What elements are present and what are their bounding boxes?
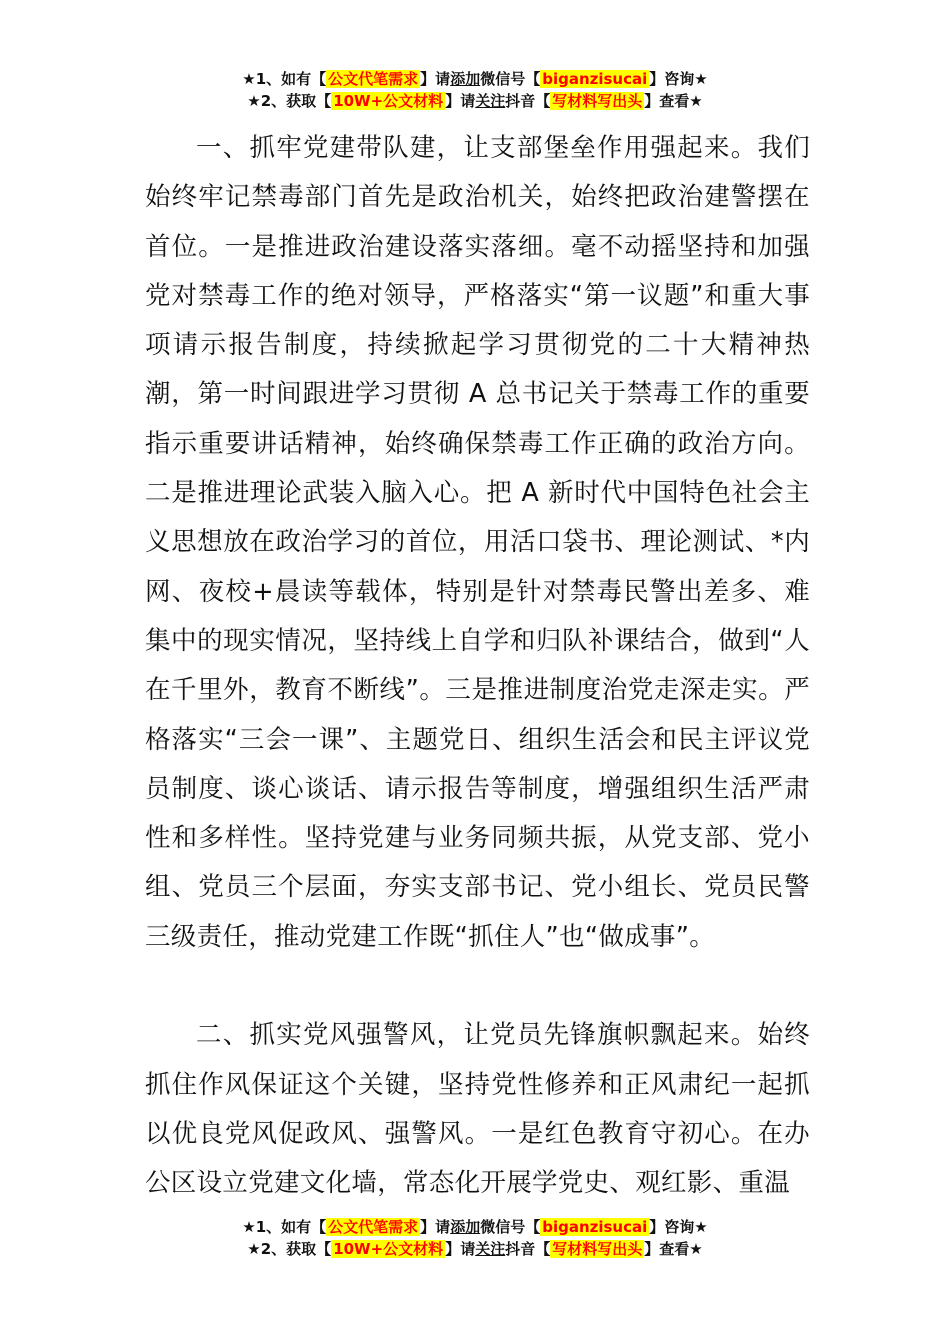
document-body [145,124,810,1209]
promo-text: 】请 [445,92,476,110]
promo-text: 抖音【 [505,1240,551,1258]
paragraph-section-2: 二、抓实党风强警风，让党员先锋旗帜飘起来。始终抓住作风保证这个关键，坚持党性修养和正风肃纪一起抓以优良党风促政风、强警风。一是红色教育守初心。在办公区设立党建文化墙，常态化开展学党史、观红影、重温 [145,1020,810,1199]
promo-highlight: 写材料写出头 [552,92,643,110]
promo-underlined: 关注 [475,92,506,110]
promo-text: ★2、获取【 [247,1240,332,1258]
promo-text: 】查看★ [644,92,703,110]
promo-text: 】查看★ [644,1240,703,1258]
promo-line-2 [0,1238,950,1260]
promo-text: 】请 [420,70,451,88]
promo-line-1 [0,68,950,90]
promo-line-1 [0,1216,950,1238]
promo-text: 】请 [420,1218,451,1236]
promo-text: 】咨询★ [649,70,708,88]
promo-underlined: 添加 [450,1218,481,1236]
promo-highlight: 10W+公文材料 [333,92,444,110]
promo-underlined: 添加 [450,70,481,88]
paragraph-section-1: 一、抓牢党建带队建，让支部堡垒作用强起来。我们始终牢记禁毒部门首先是政治机关，始终把政治建警摆在首位。一是推进政治建设落实落细。毫不动摇坚持和加强党对禁毒工作的绝对领导，严格落实“第一议题”和重大事项请示报告制度，持续掀起学习贯彻党的二十大精神热潮，第一时间跟进学习贯彻 A 总书记关于禁毒工作的重要指示重要讲话精神，始终确保禁毒工作正确的政治方向。二是推进理论武装入脑入心。把 A 新时代中国特色社会主义思想放在政治学习的首位，用活口袋书、理论测试、*内网、夜校+晨读等载体，特别是针对禁毒民警出差多、难集中的现实情况，坚持线上自学和归队补课结合，做到“人在千里外，教育不断线”。三是推进制度治党走深走实。严格落实“三会一课”、主题党日、组织生活会和民主评议党员制度、谈心谈话、请示报告等制度，增强组织生活严肃性和多样性。坚持党建与业务同频共振，从党支部、党小组、党员三个层面，夯实支部书记、党小组长、党员民警三级责任，推动党建工作既“抓住人”也“做成事”。 [145,133,810,952]
promo-text: ★2、获取【 [247,92,332,110]
promo-text: 微信号【 [480,1218,541,1236]
promo-line-2 [0,90,950,112]
promo-highlight: biganzisucai [542,70,648,88]
promo-highlight: 公文代笔需求 [328,1218,419,1236]
promo-text: 】咨询★ [649,1218,708,1236]
promo-footer [0,1216,950,1260]
promo-highlight: 10W+公文材料 [333,1240,444,1258]
promo-highlight: 公文代笔需求 [328,70,419,88]
promo-header [0,68,950,112]
promo-text: 】请 [445,1240,476,1258]
promo-text: ★1、如有【 [242,70,327,88]
promo-text: ★1、如有【 [242,1218,327,1236]
promo-text: 抖音【 [505,92,551,110]
promo-text: 微信号【 [480,70,541,88]
promo-underlined: 关注 [475,1240,506,1258]
promo-highlight: biganzisucai [542,1218,648,1236]
promo-highlight: 写材料写出头 [552,1240,643,1258]
